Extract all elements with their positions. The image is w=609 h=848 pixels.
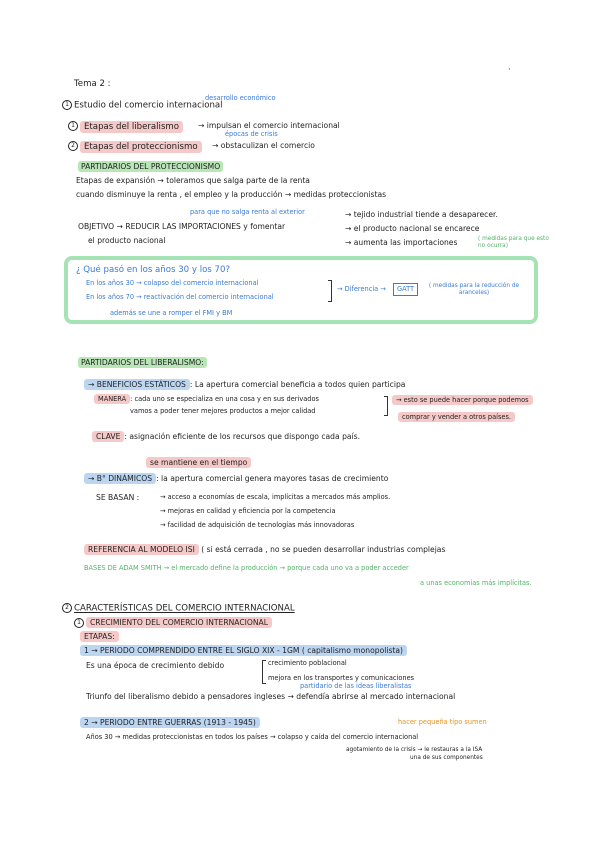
note-crisis: épocas de crisis (225, 130, 278, 138)
partidarios-lib-heading: PARTIDARIOS DEL LIBERALISMO: (78, 359, 207, 367)
box-question: ¿ Qué pasó en los años 30 y los 70? (76, 265, 231, 275)
gatt-note: ( medidas para la reducción de aranceles) (428, 283, 520, 297)
box-a1: En los años 30 → colapso del comercio internacional (86, 279, 259, 287)
basan-1: → acceso a economías de escala, implícitas a mercados más amplios. (160, 493, 391, 501)
periodo-2: 2 → PERIODO ENTRE GUERRAS (1913 - 1945) (80, 719, 260, 727)
section-3-heading: 2 CARACTERÍSTICAS DEL COMERCIO INTERNACIONAL (62, 603, 295, 613)
componentes: una de sus componentes (410, 755, 483, 761)
esto-no: → esto se puede hacer porque podemos (392, 397, 533, 404)
prod-right: → el producto nacional se encarece (345, 224, 480, 233)
basan-2: → mejoras en calidad y eficiencia por la competencia (160, 507, 336, 515)
producto: el producto nacional (88, 236, 166, 245)
brace-3 (262, 660, 266, 684)
manera-2: vamos a poder tener mejores productos a mejor calidad (130, 407, 316, 415)
partidario-note: partidario de las ideas liberalistas (300, 682, 412, 690)
gatt-box: GATT (393, 283, 418, 296)
partidarios-prot-heading: PARTIDARIOS DEL PROTECCIONISMO (78, 163, 223, 171)
etapas-label: ETAPAS: (80, 633, 119, 641)
mejora: mejora en los transportes y comunicaciones (268, 674, 415, 682)
etapas-lib-text: → impulsan el comercio internacional (198, 121, 340, 130)
medidas-note: ( medidas para que esto no ocurra) (478, 236, 549, 249)
brace-2 (384, 396, 388, 416)
referencia: REFERENCIA AL MODELO ISI ( si está cerrada , no se pueden desarrollar industrias complejas (84, 546, 445, 554)
crec-pob: crecimiento poblacional (268, 659, 347, 667)
hacer-note: hacer pequeña tipo sumen (398, 718, 487, 726)
page-title: Tema 2 : (74, 79, 111, 89)
box-a2: En los años 70 → reactivación del comercio internacional (86, 293, 274, 301)
line-2: cuando disminuye la renta , el empleo y la producción → medidas proteccionistas (76, 190, 387, 199)
basan-3: → facilidad de adquisición de tecnologías más innovadoras (160, 521, 355, 529)
bases-smith-2: a unas economías más implícitas. (420, 579, 532, 587)
note-renta: para que no salga renta al exterior (190, 208, 305, 216)
dinamicos: → B° DINÁMICOS : la apertura comercial genera mayores tasas de crecimiento (84, 475, 388, 483)
mantiene: se mantiene en el tiempo (146, 459, 251, 467)
esto-no-2: comprar y vender a otros países. (398, 414, 515, 421)
box-diferencia: → Diferencia → (337, 285, 386, 293)
manera: MANERA : cada uno se especializa en una cosa y en sus derivados (94, 396, 319, 403)
crecimiento: 1 CRECIMIENTO DEL COMERCIO INTERNACIONAL (74, 618, 272, 628)
section-1-heading: 1 Estudio del comercio internacional (62, 100, 223, 110)
box-a3: además se une a romper el FMI y BM (110, 309, 233, 317)
brace (328, 280, 332, 302)
bases-smith: BASES DE ADAM SMITH → el mercado define la producción → porque cada uno va a poder acceder (84, 564, 409, 572)
beneficios: → BENEFICIOS ESTÁTICOS : La apertura comercial beneficia a todos quien participa (84, 381, 405, 389)
etapas-prot-text: → obstaculizan el comercio (212, 141, 315, 150)
periodo-1: 1 → PERIODO COMPRENDIDO ENTRE EL SIGLO XIX - 1GM ( capitalismo monopolista) (80, 647, 407, 655)
aumenta: → aumenta las importaciones (345, 238, 458, 247)
triunfo: Triunfo del liberalismo debido a pensadores ingleses → defendía abrirse al mercado internacional (86, 692, 456, 701)
clave: CLAVE : asignación eficiente de los recursos que dispongo cada país. (92, 433, 360, 441)
etapas-liberalismo: 1 Etapas del liberalismo (68, 121, 183, 131)
line-1: Etapas de expansión → toleramos que salga parte de la renta (76, 176, 310, 185)
anos-30: Años 30 → medidas proteccionistas en todos los países → colapso y caída del comercio internacional (86, 733, 419, 741)
tejido: → tejido industrial tiende a desaparecer. (345, 210, 498, 219)
note-econ: desarrollo económico (205, 94, 276, 102)
agotamiento: agotamiento de la crisis → le restauras a la ISA (346, 747, 483, 753)
dot-mark: · (508, 65, 511, 75)
number-circle-icon: 1 (62, 100, 72, 110)
epoca: Es una época de crecimiento debido (86, 661, 225, 670)
se-basan: SE BASAN : (96, 493, 140, 502)
objetivo: OBJETIVO → REDUCIR LAS IMPORTACIONES y fomentar (78, 222, 286, 231)
etapas-proteccionismo: 2 Etapas del proteccionismo (68, 141, 202, 151)
